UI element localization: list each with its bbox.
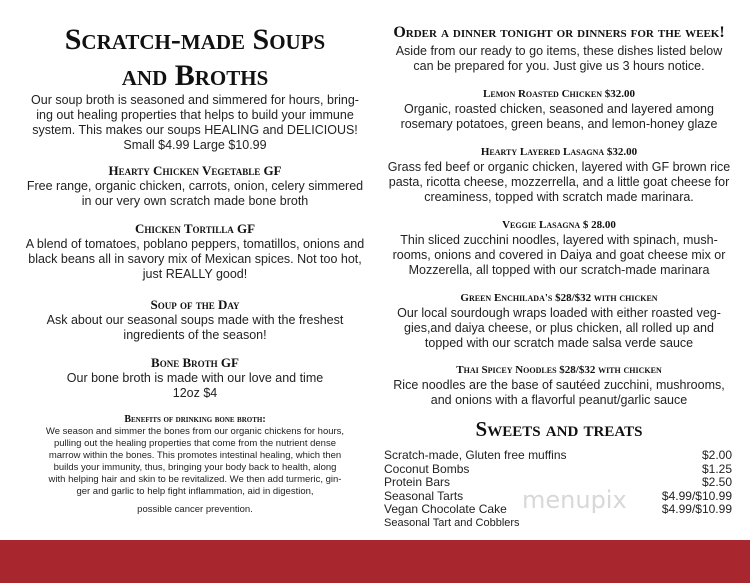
soup-item-hearty-chicken [20, 163, 370, 209]
list-item [384, 463, 732, 477]
dinner-item-desc: creaminess, topped with scratch made marinara. [424, 190, 694, 204]
soups-intro [20, 93, 370, 153]
sweet-name: Protein Bars [384, 475, 451, 489]
soup-item-desc: Free range, organic chicken, carrots, onion, celery simmered [26, 179, 364, 193]
soup-item-desc: Ask about our seasonal soups made with the freshest [46, 313, 344, 327]
dinner-item-desc: Thin sliced zucchini noodles, layered with spinach, mush- [400, 233, 718, 247]
dinners-heading [380, 22, 738, 74]
soup-item-title: Bone Broth GF [151, 355, 239, 370]
dinners-intro-line: can be prepared for you. Just give us 3 hours notice. [413, 59, 705, 73]
dinner-item-desc: Our local sourdough wraps loaded with either roasted veg- [397, 306, 721, 320]
dinner-item-desc: rooms, onions and covered in Daiya and goat cheese mix or [392, 248, 726, 262]
soup-item-desc: in our very own scratch made bone broth [81, 194, 309, 208]
dinner-item-title: Hearty Layered Lasagna $32.00 [480, 146, 638, 158]
soup-item-title: Soup of the Day [150, 297, 240, 312]
dinners-title: Order a dinner tonight or dinners for the week! [393, 24, 725, 41]
soup-item-desc: A blend of tomatoes, poblano peppers, tomatillos, onions and [25, 237, 365, 251]
dinner-item-desc: rosemary potatoes, green beans, and lemon-honey glaze [400, 117, 718, 131]
sweet-name: Scratch-made, Gluten free muffins [384, 448, 567, 462]
sweets-heading [380, 418, 738, 440]
soups-title-line1: Scratch-made Soups [64, 23, 326, 56]
sweet-price: $1.25 [701, 461, 732, 476]
dinner-item-title: Veggie Lasagna $ 28.00 [502, 219, 616, 231]
list-item [384, 517, 732, 531]
sweet-name: Seasonal Tarts [384, 488, 464, 503]
dinner-item-green-enchiladas [380, 290, 738, 351]
soup-item-chicken-tortilla [20, 221, 370, 282]
sweet-name: Seasonal Tart and Cobblers [384, 516, 520, 529]
soups-title-line2: and Broths [121, 59, 269, 92]
sweet-name: Vegan Chocolate Cake [384, 502, 507, 516]
dinner-item-desc: and onions with a flavorful peanut/garlic sauce [430, 393, 688, 407]
sweet-name: Coconut Bombs [384, 461, 470, 476]
soup-item-title: Chicken Tortilla GF [134, 221, 256, 236]
bone-broth-benefits [20, 414, 370, 516]
dinner-item-desc: Organic, roasted chicken, seasoned and layered among [404, 102, 714, 116]
dinner-item-title: Green Enchilada's $28/$32 with chicken [460, 292, 658, 304]
soup-item-desc: Our bone broth is made with our love and time [66, 371, 324, 385]
soup-item-desc: ingredients of the season! [123, 328, 267, 342]
menupix-watermark: menupix [522, 486, 627, 514]
sweet-price: $4.99/$10.99 [661, 502, 732, 516]
dinner-item-thai-noodles [380, 362, 738, 408]
soups-heading [20, 22, 370, 94]
soups-intro-line: ing out healing properties that helps to build your immune [36, 108, 354, 122]
benefits-line: builds your immunity, thus, bringing your body back to health, along [53, 462, 337, 473]
soup-item-price: 12oz $4 [172, 386, 218, 400]
benefits-line: pulling out the healing properties that come from the nutrient dense [53, 438, 336, 449]
sweet-price: $2.00 [701, 448, 732, 462]
dinner-item-title: Thai Spicey Noodles $28/$32 with chicken [456, 364, 662, 376]
soups-prices: Small $4.99 Large $10.99 [123, 138, 267, 152]
sweet-price: $4.99/$10.99 [661, 488, 732, 503]
dinners-intro-line: Aside from our ready to go items, these dishes listed below [395, 44, 723, 58]
soup-item-desc: just REALLY good! [142, 267, 248, 281]
benefits-title: Benefits of drinking bone broth: [124, 414, 266, 425]
benefits-line: marrow within the bones. This promotes intestinal healing, which then [48, 450, 342, 461]
dinner-item-desc: Grass fed beef or organic chicken, layered with GF brown rice [387, 160, 731, 174]
dinner-item-title: Lemon Roasted Chicken $32.00 [483, 88, 635, 100]
dinner-item-desc: topped with our scratch made salsa verde sauce [424, 336, 694, 350]
soups-intro-line: Our soup broth is seasoned and simmered for hours, bring- [31, 93, 359, 107]
soup-item-bone-broth [20, 355, 370, 401]
benefits-line: with helping hair and skin to be revitalized. We then add turmeric, gin- [48, 474, 342, 485]
dinner-item-desc: Mozzerella, all topped with our scratch-made marinara [408, 263, 710, 277]
dinner-item-desc: Rice noodles are the base of sautéed zucchini, mushrooms, [393, 378, 725, 392]
benefits-line: possible cancer prevention. [137, 504, 253, 515]
dinner-item-layered-lasagna [380, 144, 738, 205]
footer-band [0, 540, 750, 583]
dinner-item-desc: pasta, ricotta cheese, mozzerrella, and a little goat cheese for [388, 175, 730, 189]
soup-item-desc: black beans all in savory mix of Mexican spices. Not too hot, [28, 252, 362, 266]
dinner-item-veggie-lasagna [380, 217, 738, 278]
dinner-item-desc: gies,and daiya cheese, or plus chicken, all rolled up and [404, 321, 714, 335]
dinner-item-lemon-chicken [380, 86, 738, 132]
soup-item-soup-of-the-day [20, 297, 370, 343]
soups-intro-line: system. This makes our soups HEALING and DELICIOUS! [32, 123, 358, 137]
benefits-line: We season and simmer the bones from our organic chickens for hours, [45, 426, 345, 437]
list-item [384, 449, 732, 463]
sweets-title: Sweets and treats [475, 417, 643, 441]
benefits-line: ger and garlic to help fight inflammation, aid in digestion, [76, 486, 314, 497]
soup-item-title: Hearty Chicken Vegetable GF [108, 163, 282, 178]
sweet-price: $2.50 [701, 475, 732, 489]
